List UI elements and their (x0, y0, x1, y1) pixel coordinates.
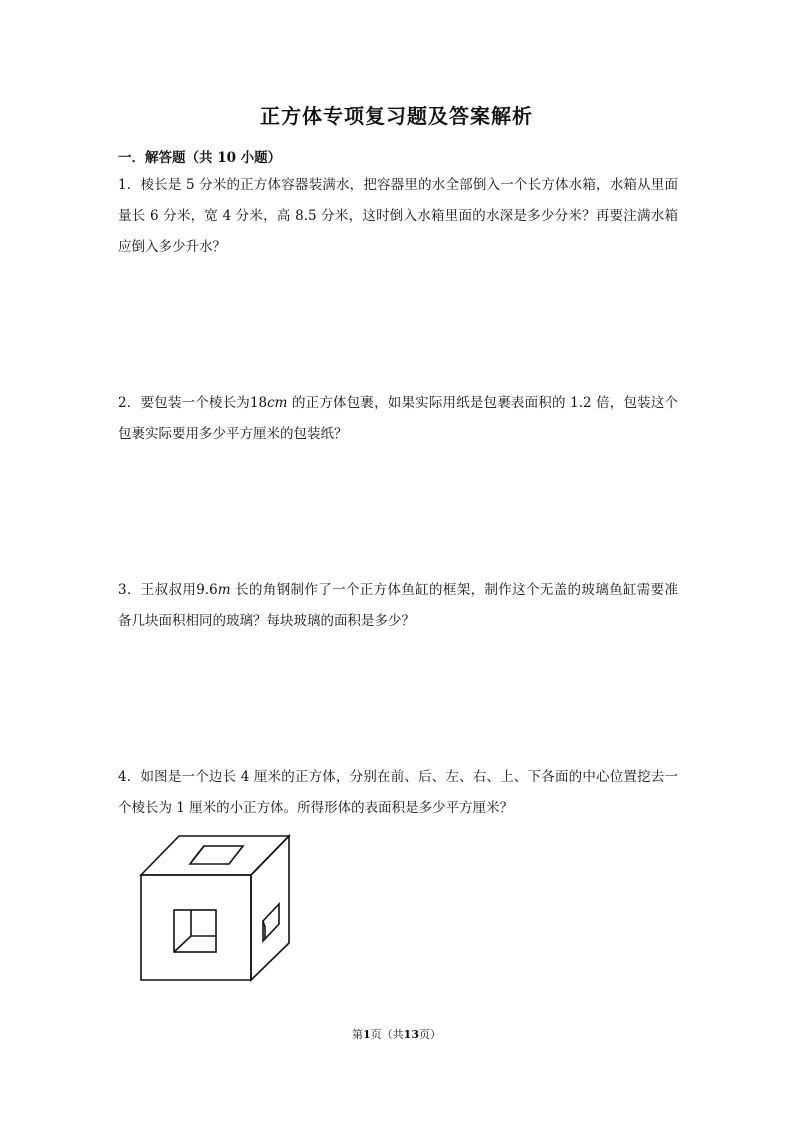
question-2-unit: cm (267, 395, 288, 411)
footer-page-number: 1 (363, 1028, 371, 1041)
footer-middle: 页（共 (370, 1028, 404, 1041)
question-2-value: 18 (249, 395, 268, 411)
footer-total-pages: 13 (403, 1028, 419, 1041)
question-1: 1．棱长是 5 分米的正方体容器装满水，把容器里的水全部倒入一个长方体水箱，水箱从里面量长 6 分米，宽 4 分米，高 8.5 分米，这时倒入水箱里面的水深是多少分米？再要注满水箱应倒入多少升水？ (118, 177, 678, 255)
page-footer (0, 1026, 793, 1042)
question-2-text-start: 2．要包装一个棱长为 (118, 395, 250, 411)
document-title: 正方体专项复习题及答案解析 (260, 104, 533, 128)
question-3-text-end: 长的角钢制作了一个正方体鱼缸的框架，制作这个无盖的玻璃鱼缸需要准备几块面积相同的玻璃？每块玻璃的面积是多少？ (118, 582, 679, 629)
hollow-cube-figure (137, 833, 297, 985)
cube-front-face (141, 875, 251, 980)
question-2-text-end: 的正方体包裹，如果实际用纸是包裹表面积的 1.2 倍，包装这个包裹实际要用多少平方厘米的包装纸？ (118, 395, 679, 442)
top-face-hole (190, 846, 243, 864)
footer-suffix: 页） (418, 1028, 441, 1041)
question-3 (118, 575, 678, 637)
question-3-text-start: 3．王叔叔用 (118, 582, 197, 598)
cube-top-face (141, 836, 289, 875)
section-heading: 一．解答题（共 10 小题） (118, 150, 282, 166)
question-3-value: 9.6 (196, 582, 218, 598)
question-4: 4．如图是一个边长 4 厘米的正方体，分别在前、后、左、右、上、下各面的中心位置挖去一个棱长为 1 厘米的小正方体。所得形体的表面积是多少平方厘米？ (118, 769, 678, 816)
question-3-unit: m (217, 582, 231, 598)
cube-right-face (251, 836, 289, 980)
footer-prefix: 第 (352, 1028, 364, 1041)
question-2 (118, 388, 678, 450)
